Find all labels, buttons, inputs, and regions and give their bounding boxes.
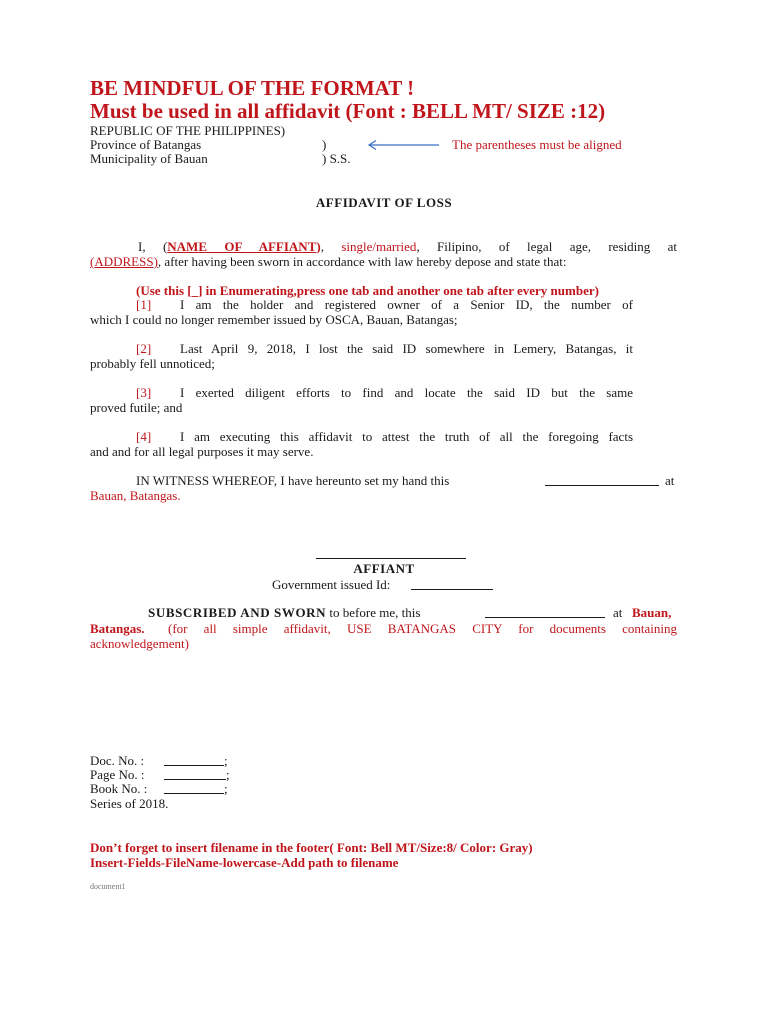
item-text-line: I exerted diligent efforts to find and locate the said ID but the same — [180, 385, 633, 400]
jurat-note: (for all simple affidavit, USE BATANGAS CITY for documents containing — [168, 621, 677, 636]
page-number-blank — [164, 769, 226, 780]
separator: ; — [224, 753, 228, 768]
province-parenthesis: ) — [322, 137, 327, 152]
witness-at: at — [665, 473, 675, 488]
jurat-note-continued: acknowledgement) — [90, 636, 189, 651]
affiant-signature-line — [316, 558, 466, 559]
jurat-place-batangas: Batangas. — [90, 621, 145, 636]
font-instruction-heading: Must be used in all affidavit (Font : BELL MT/ SIZE :12) — [90, 99, 606, 123]
item-text-line: probably fell unnoticed; — [90, 356, 215, 371]
municipality-line: Municipality of Bauan — [90, 151, 208, 166]
witness-place: Bauan, Batangas. — [90, 488, 181, 503]
item-number: [2] — [136, 341, 152, 356]
witness-clause: IN WITNESS WHEREOF, I have hereunto set my hand this — [136, 473, 450, 488]
book-number-blank — [164, 783, 224, 794]
jurat-line-1: SUBSCRIBED AND SWORN to before me, this — [148, 605, 421, 620]
series-label: Series of 2018. — [90, 796, 169, 811]
jurat-place-bauan: Bauan, — [632, 605, 672, 620]
separator: ; — [224, 781, 228, 796]
enumeration-note: (Use this [_] in Enumerating,press one tab and another one tab after every number) — [136, 283, 599, 298]
government-id-blank — [411, 579, 493, 590]
doc-number-blank — [164, 755, 224, 766]
jurat-date-blank — [485, 607, 605, 618]
arrow-left-icon — [366, 139, 440, 151]
item-number: [3] — [136, 385, 152, 400]
footer-reminder-line-2: Insert-Fields-FileName-lowercase-Add path to filename — [90, 855, 399, 870]
item-text-line: and and for all legal purposes it may serve. — [90, 444, 314, 459]
item-number: [4] — [136, 429, 152, 444]
separator: ; — [226, 767, 230, 782]
item-text-line: I am executing this affidavit to attest the truth of all the foregoing facts — [180, 429, 633, 444]
subscribed-sworn-text: SUBSCRIBED AND SWORN — [148, 605, 327, 620]
item-text-line: proved futile; and — [90, 400, 183, 415]
jurat-line-2 — [90, 621, 677, 637]
affidavit-title: AFFIDAVIT OF LOSS — [315, 195, 453, 210]
address-placeholder: (ADDRESS) — [90, 254, 158, 269]
government-id-label: Government issued Id: — [272, 577, 391, 592]
book-number-label: Book No. : — [90, 781, 148, 796]
footer-filename: document1 — [90, 882, 126, 891]
intro-line-1: I, (NAME OF AFFIANT), single/married, Filipino, of legal age, residing at — [138, 239, 677, 254]
municipality-parenthesis: ) S.S. — [322, 151, 351, 166]
province-line: Province of Batangas — [90, 137, 202, 152]
page-number-label: Page No. : — [90, 767, 145, 782]
format-warning-heading: BE MINDFUL OF THE FORMAT ! — [90, 76, 415, 100]
doc-number-label: Doc. No. : — [90, 753, 145, 768]
item-text-line: I am the holder and registered owner of a Senior ID, the number of — [180, 297, 633, 312]
alignment-note: The parentheses must be aligned — [452, 137, 622, 152]
date-blank — [545, 475, 659, 486]
civil-status-placeholder: single/married — [341, 239, 417, 254]
footer-reminder-line-1: Don’t forget to insert filename in the footer( Font: Bell MT/Size:8/ Color: Gray) — [90, 840, 533, 855]
item-text-line: Last April 9, 2018, I lost the said ID somewhere in Lemery, Batangas, it — [180, 341, 633, 356]
jurat-at: at — [613, 605, 623, 620]
item-number: [1] — [136, 297, 152, 312]
affiant-label: AFFIANT — [353, 561, 415, 576]
item-text-line: which I could no longer remember issued by OSCA, Bauan, Batangas; — [90, 312, 458, 327]
republic-line: REPUBLIC OF THE PHILIPPINES) — [90, 123, 286, 138]
intro-line-2: (ADDRESS), after having been sworn in accordance with law hereby depose and state that: — [90, 254, 567, 269]
affiant-name-placeholder: NAME OF AFFIANT — [167, 239, 317, 254]
